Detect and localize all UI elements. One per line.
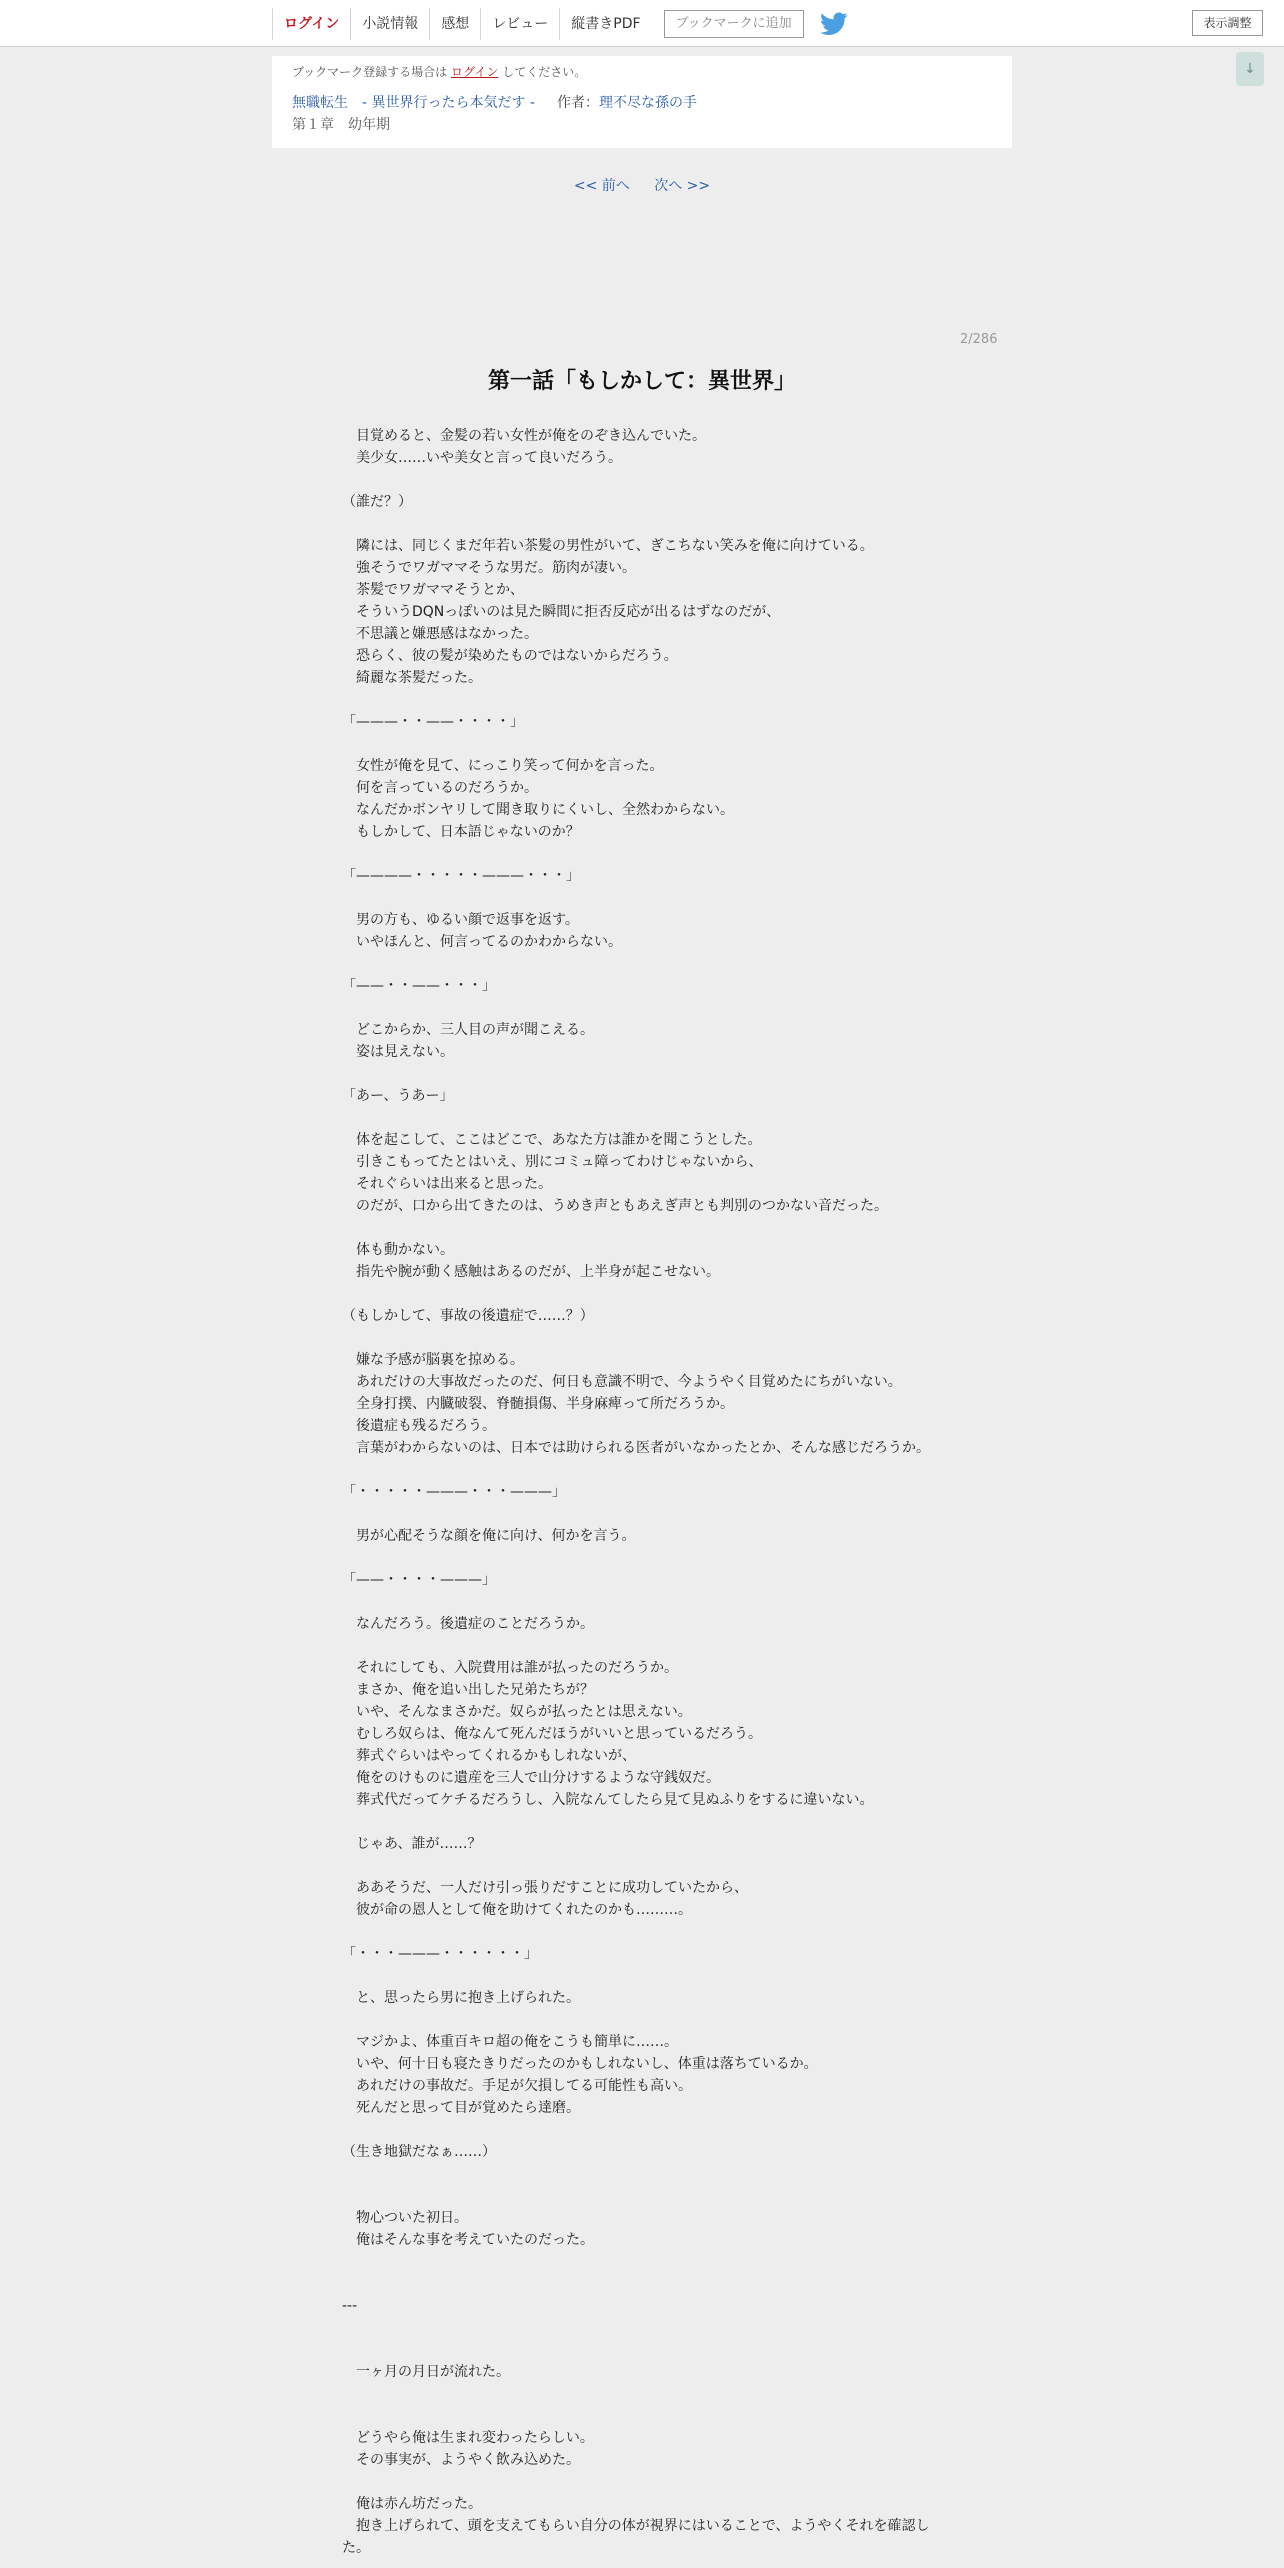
author-link[interactable]: 理不尽な孫の手 [599,95,698,111]
episode-counter: 2/286 [960,332,998,347]
note-suffix: してください。 [502,65,587,79]
add-bookmark-button[interactable]: ブックマークに追加 [664,10,804,38]
nav-login-link[interactable]: ログイン [272,8,350,40]
nav-vertical-pdf-link[interactable]: 縦書きPDF [559,8,651,40]
series-line [292,92,992,114]
novel-body-text: 目覚めると、金髪の若い女性が俺をのぞき込んでいた。 美少女……いや美女と言って良いだろう。 （誰だ？） 隣には、同じくまだ年若い茶髪の男性がいて、ぎこちない笑みを俺に向けている。 強そうでワガママそうな男だ。筋肉が凄い。 茶髪でワガママそうとか、 そういうDQNっぽいのは見た瞬間に拒否反応が出るはずなのだが、 不思議と嫌悪感はなかった。 恐らく、彼の髪が染めたものではないからだろう。 綺麗な茶髪だった。 「———・・——・・・・」 女性が俺を見て、にっこり笑って何かを言った。 何を言っているのだろうか。 なんだかボンヤリして聞き取りにくいし、全然わからない。 もしかして、日本語じゃないのか？ 「————・・・・・———・・・」 男の方も、ゆるい顔で返事を返す。 いやほんと、何言ってるのかわからない。 「——・・——・・・」 どこからか、三人目の声が聞こえる。 姿は見えない。 「あー、うあー」 体を起こして、ここはどこで、あなた方は誰かを聞こうとした。 引きこもってたとはいえ、別にコミュ障ってわけじゃないから、 それぐらいは出来ると思った。 のだが、口から出てきたのは、うめき声ともあえぎ声とも判別のつかない音だった。 体も動かない。 指先や腕が動く感触はあるのだが、上半身が起こせない。 （もしかして、事故の後遺症で……？） 嫌な予感が脳裏を掠める。 あれだけの大事故だったのだ、何日も意識不明で、今ようやく目覚めたにちがいない。 全身打撲、内臓破裂、脊髄損傷、半身麻痺って所だろうか。 後遺症も残るだろう。 言葉がわからないのは、日本では助けられる医者がいなかったとか、そんな感じだろうか。 「・・・・・———・・・———」 男が心配そうな顔を俺に向け、何かを言う。 「——・・・・———」 なんだろう。後遺症のことだろうか。 それにしても、入院費用は誰が払ったのだろうか。 まさか、俺を追い出した兄弟たちが？ いや、そんなまさかだ。奴らが払ったとは思えない。 むしろ奴らは、俺なんて死んだほうがいいと思っているだろう。 葬式ぐらいはやってくれるかもしれないが、 俺をのけものに遺産を三人で山分けするような守銭奴だ。 葬式代だってケチるだろうし、入院なんてしたら見て見ぬふりをするに違いない。 じゃあ、誰が……？ ああそうだ、一人だけ引っ張りだすことに成功していたから、 彼が命の恩人として俺を助けてくれたのかも………。 「・・・———・・・・・・」 と、思ったら男に抱き上げられた。 マジかよ、体重百キロ超の俺をこうも簡単に……。 いや、何十日も寝たきりだったのかもしれないし、体重は落ちているか。 あれだけの事故だ。手足が欠損してる可能性も高い。 死んだと思って目が覚めたら達磨。 （生き地獄だなぁ……） 物心ついた初日。 俺はそんな事を考えていたのだった。 --- 一ヶ月の月日が流れた。 どうやら俺は生まれ変わったらしい。 その事実が、ようやく飲み込めた。 俺は赤ん坊だった。 抱き上げられて、頭を支えてもらい自分の体が視界にはいることで、ようやくそれを確認した。 [342,428,930,2556]
prev-page-link[interactable]: << 前へ [573,178,630,194]
pager [0,175,1284,195]
display-settings-button[interactable]: 表示調整 [1192,10,1263,36]
author-label: 作者： [557,95,600,111]
note-login-link[interactable]: ログイン [451,65,499,79]
nav-review-link[interactable]: レビュー [480,8,559,40]
series-title-link[interactable]: 無職転生 - 異世界行ったら本気だす - [292,95,536,111]
chapter-title: 第１章 幼年期 [292,117,390,133]
top-navigation-bar [0,0,1284,47]
scroll-down-button[interactable]: ↓ [1236,52,1264,86]
bookmark-login-note [292,62,992,82]
nav-impressions-link[interactable]: 感想 [429,8,480,40]
twitter-bird-icon[interactable] [820,12,848,36]
novel-info-box [272,56,1012,148]
episode-title: 第一話「もしかして：異世界」 [487,369,796,394]
nav-novel-info-link[interactable]: 小説情報 [350,8,429,40]
main-nav [272,8,848,40]
next-page-link[interactable]: 次へ >> [654,178,711,194]
note-prefix: ブックマーク登録する場合は [292,65,448,79]
